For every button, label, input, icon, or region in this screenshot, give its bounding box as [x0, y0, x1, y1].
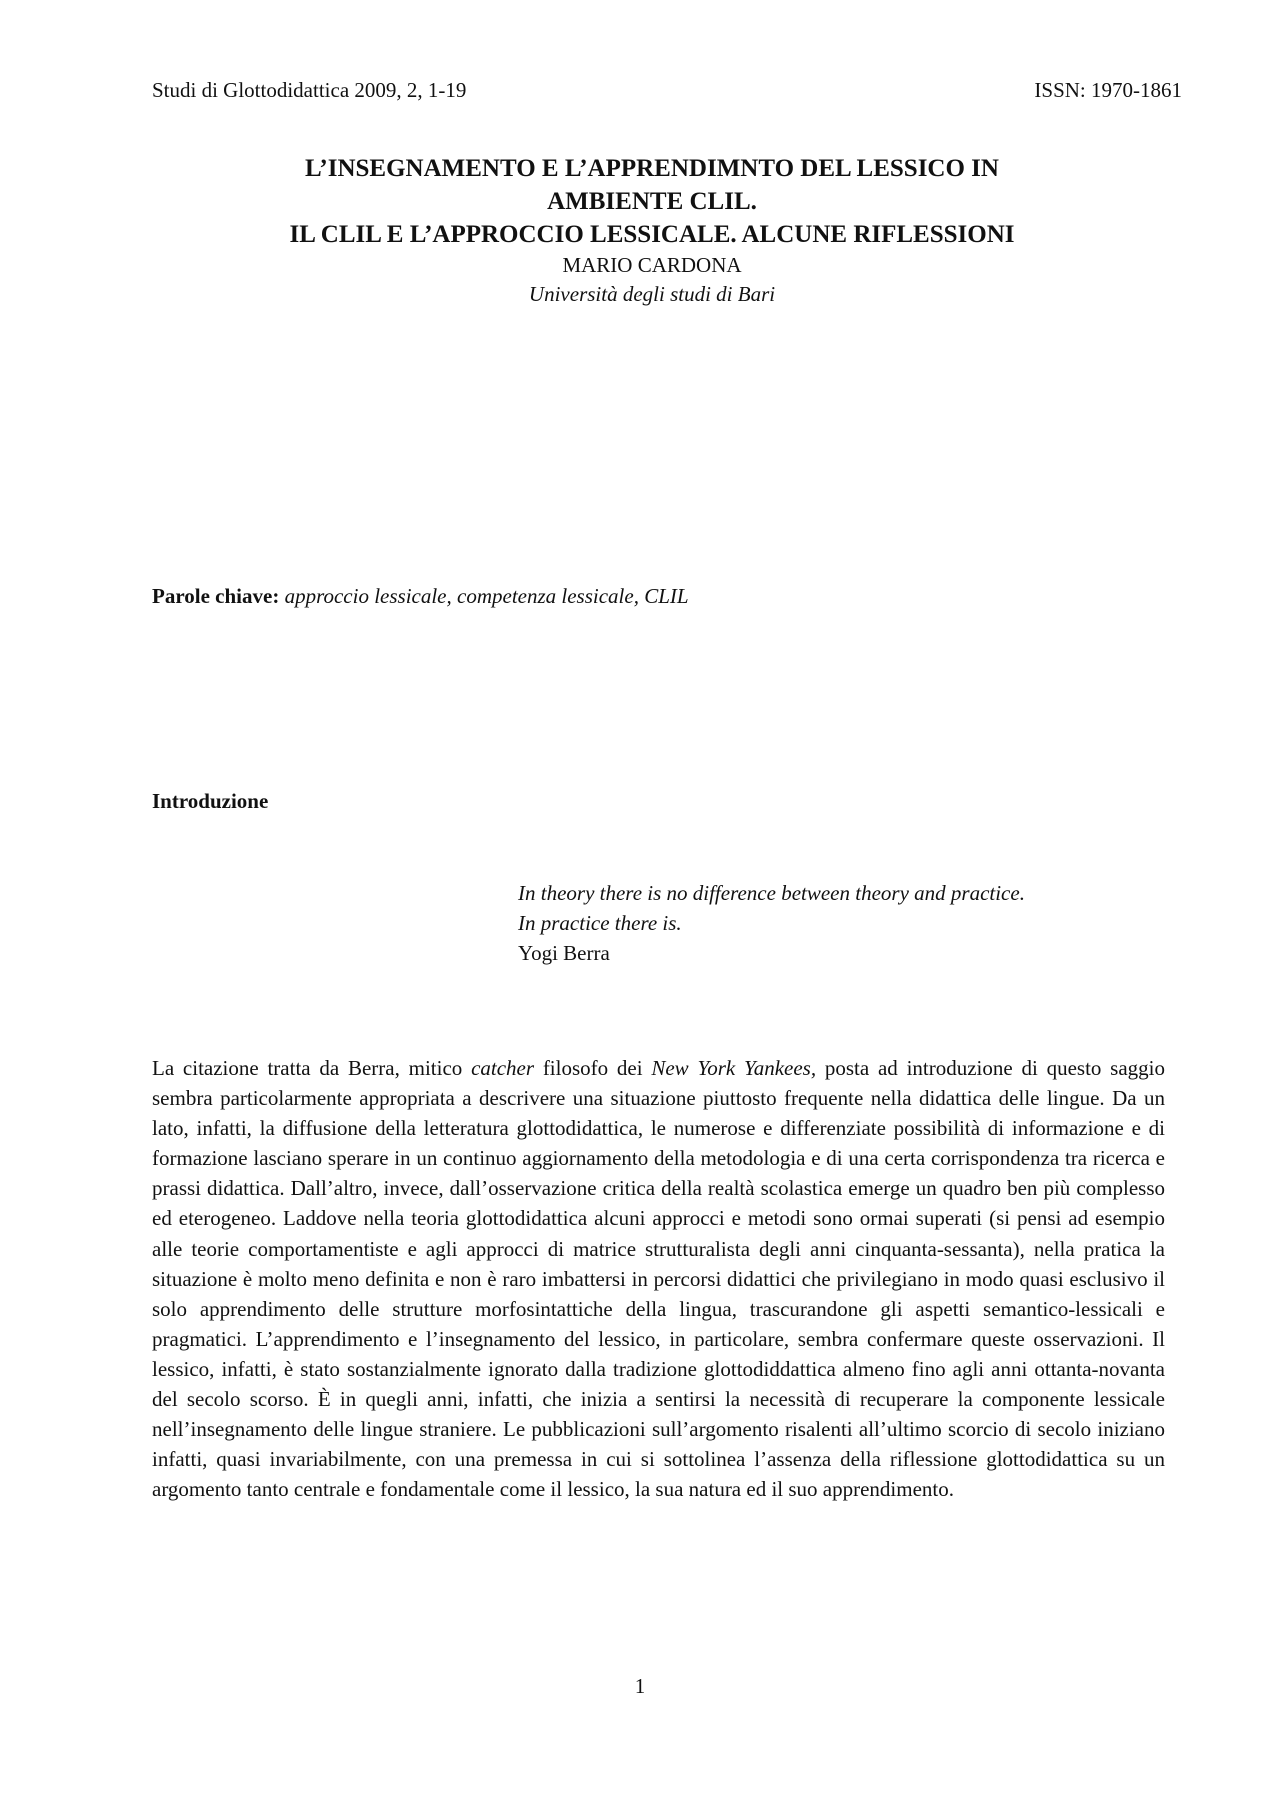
journal-citation: Studi di Glottodidattica 2009, 2, 1-19 [152, 78, 467, 102]
author-name: MARIO CARDONA [562, 253, 742, 277]
title-line-3: IL CLIL E L’APPROCCIO LESSICALE. ALCUNE RIFLESSIONI [289, 221, 1015, 248]
title-block [152, 152, 1152, 309]
epigraph-line-1: In theory there is no difference between theory and practice. [518, 881, 1025, 905]
body-segment-1: La citazione tratta da Berra, mitico [152, 1056, 472, 1080]
page-number: 1 [634, 1674, 646, 1698]
author-affiliation: Università degli studi di Bari [528, 282, 776, 306]
body-term-team: New York Yankees, [651, 1056, 817, 1080]
epigraph-attribution: Yogi Berra [518, 941, 610, 965]
body-segment-3: posta ad introduzione di questo saggio sembra particolarmente appropriata a descrivere una situazione piuttosto frequente nella didattica delle lingue. Da un lato, infatti, la diffusione della letteratura glottodidattica, le numerose e differenziate possibilità di informazione e di formazione lasciano sperare in un continuo aggiornamento della metodologia e di una certa corrispondenza tra ricerca e prassi didattica. Dall’altro, invece, dall’osservazione critica della realtà scolastica emerge un quadro ben più complesso ed eterogeneo. Laddove nella teoria glottodidattica alcuni approcci e metodi sono ormai superati (si pensi ad esempio alle teorie comportamentiste e agli approcci di matrice strutturalista degli anni cinquanta-sessanta), nella pratica la situazione è molto meno definita e non è raro imbattersi in percorsi didattici che privilegiano in modo quasi esclusivo il solo apprendimento delle strutture morfosintattiche della lingua, trascurandone gli aspetti semantico-lessicali e pragmatici. L’apprendimento e l’insegnamento del lessico, in particolare, sembra confermare queste osservazioni. Il lessico, infatti, è stato sostanzialmente ignorato dalla tradizione glottodiddattica almeno fino agli anni ottanta-novanta del secolo scorso. È in quegli anni, infatti, che inizia a sentirsi la necessità di recuperare la componente lessicale nell’insegnamento delle lingue straniere. Le pubblicazioni sull’argomento risalenti all’ultimo scorcio di secolo iniziano infatti, quasi invariabilmente, con una premessa in cui si sottolinea l’assenza della riflessione glottodidattica su un argomento tanto centrale e fondamentale come il lessico, la sua natura ed il suo apprendimento. [152, 1056, 1166, 1502]
keywords-list: approccio lessicale, competenza lessicale, CLIL [284, 584, 689, 608]
section-heading: Introduzione [152, 789, 269, 813]
body-paragraph [152, 1053, 1165, 1504]
body-segment-2: filosofo dei [534, 1056, 652, 1080]
issn: ISSN: 1970-1861 [1034, 78, 1182, 102]
title-line-2: AMBIENTE CLIL. [547, 188, 757, 215]
keywords-label: Parole chiave: [152, 584, 280, 608]
title-line-1: L’INSEGNAMENTO E L’APPRENDIMNTO DEL LESSICO IN [305, 155, 999, 182]
epigraph [518, 878, 1178, 968]
epigraph-line-2: In practice there is. [518, 911, 682, 935]
body-term-catcher: catcher [471, 1056, 535, 1080]
keywords [152, 582, 1182, 610]
